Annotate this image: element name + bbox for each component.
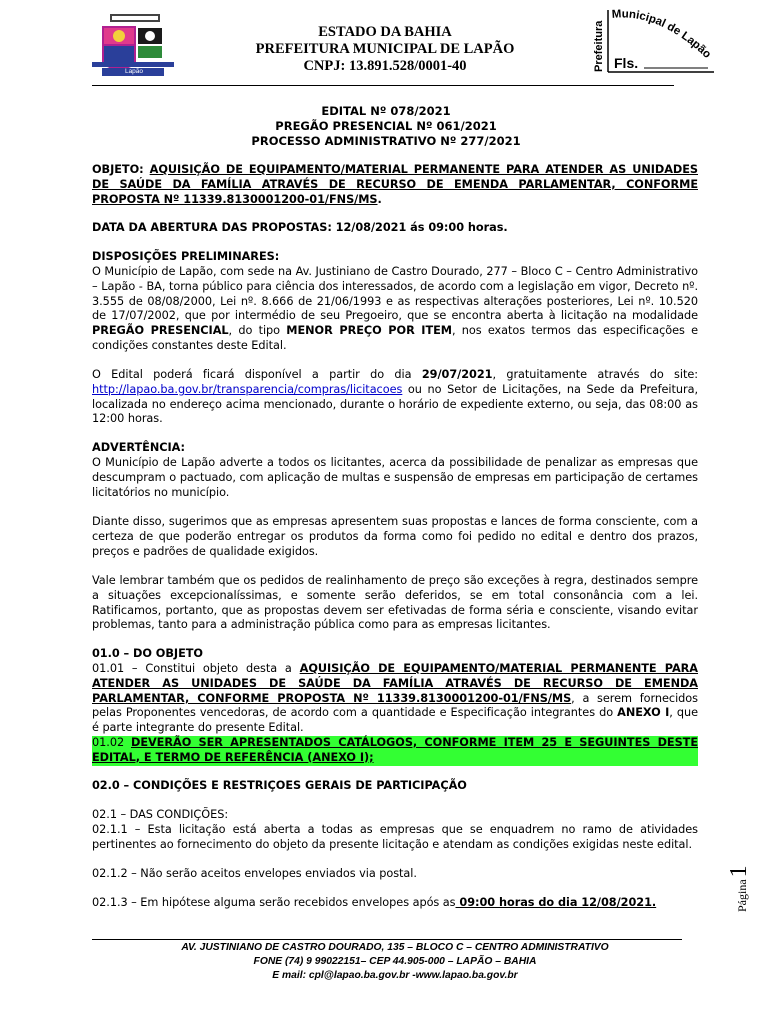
disposicoes-text-e: , nos exatos termos das especificações e condições constantes deste Edital. <box>92 324 698 352</box>
objeto-section-object: AQUISIÇÃO DE EQUIPAMENTO/MATERIAL PERMANENTE PARA ATENDER AS UNIDADES DE SAÚDE DA FAMÍLIA ATRAVÉS DE RECURSO DE EMENDA PARLAMENTAR, CONFORME PROPOSTA Nº 11339.8130001200-01/FNS/MS <box>92 662 699 705</box>
availability-date: 29/07/2021 <box>421 368 493 381</box>
objeto-section-text-e: , que é parte integrante do presente Edital. <box>92 706 698 735</box>
objeto-text: AQUISIÇÃO DE EQUIPAMENTO/MATERIAL PERMANENTE PARA ATENDER AS UNIDADES DE SAÚDE DA FAMÍLIA ATRAVÉS DE RECURSO DE EMENDA PARLAMENTAR, CONFORME PROPOSTA Nº 11339.8130001200-01/FNS/MS <box>92 163 698 206</box>
objeto-end: . <box>377 192 382 206</box>
disposicoes-heading: DISPOSIÇÕES PRELIMINARES: <box>92 250 280 263</box>
header-divider <box>92 85 674 86</box>
footer-phone: FONE (74) 9 99022151– CEP 44.905-000 – LAPÃO – BAHIA <box>253 956 537 967</box>
footer-email: E mail: cpl@lapao.ba.gov.br -www.lapao.ba.gov.br <box>272 970 518 981</box>
advertencia-paragraph-2: Diante disso, sugerimos que as empresas apresentem suas propostas e lances de forma consciente, com a certeza de que poderão entregar os produtos da forma como foi pedido no edital e dentro dos prazos, preços e padrões de qualidade exigidos. <box>92 515 698 558</box>
item-number: 01.02 <box>92 736 125 749</box>
condicoes-subheading: 02.1 – DAS CONDIÇÕES: <box>92 808 229 821</box>
tipo: MENOR PREÇO POR ITEM <box>286 324 452 338</box>
svg-text:Página1 <box>726 865 752 912</box>
advertencia-paragraph-1: O Município de Lapão adverte a todos os licitantes, acerca da possibilidade de penalizar as empresas que descumpram o pactuado, com aplicação de multas e suspensão de empresas em participação de certames licitatórios no município. <box>92 456 698 499</box>
objeto-label: OBJETO: <box>92 163 144 176</box>
objeto-paragraph <box>92 163 698 207</box>
condicoes-heading: 02.0 – CONDIÇÕES E RESTRIÇOES GERAIS DE PARTICIPAÇÃO <box>92 779 467 792</box>
protocol-stamp <box>588 4 718 76</box>
municipal-logo <box>92 14 174 78</box>
page-label: Página <box>735 879 749 912</box>
advertencia-heading: ADVERTÊNCIA: <box>92 441 186 454</box>
anexo-reference: ANEXO I <box>617 706 670 720</box>
disposicoes-paragraph-1 <box>92 265 698 354</box>
header-prefecture: PREFEITURA MUNICIPAL DE LAPÃO <box>255 41 515 57</box>
condicoes-item-1: 02.1.1 – Esta licitação está aberta a todas as empresas que se enquadrem no ramo de atividades pertinentes ao fornecimento do objeto da presente licitação e atendam as condições exigidas neste edital. <box>92 823 698 851</box>
edital-title: EDITAL Nº 078/2021 <box>321 104 451 118</box>
objeto-section-paragraph-1 <box>92 662 698 736</box>
availability-text-c: , gratuitamente através do site: <box>492 368 698 381</box>
data-abertura: DATA DA ABERTURA DAS PROPOSTAS: 12/08/2021 ás 09:00 horas. <box>92 221 508 234</box>
disposicoes-paragraph-2 <box>92 368 698 427</box>
header-cnpj: CNPJ: 13.891.528/0001-40 <box>303 58 467 74</box>
advertencia-paragraph-3: Vale lembrar também que os pedidos de realinhamento de preço são exceções à regra, destinados sempre a situações excepcionalíssimas, e somente serão deferidos, se em total consonância com a lei. Ratificamos, portanto, que as propostas devem ser efetivadas de forma séria e consciente, visando evitar problemas, tanto para a administração pública como para as empresas licitantes. <box>92 574 698 632</box>
condicoes-item-3-text: 02.1.3 – Em hipótese alguma serão recebidos envelopes após as <box>92 896 456 909</box>
stamp-fls: Fls. <box>614 55 639 71</box>
availability-text-d: ou no Setor de Licitações, na Sede da Prefeitura, localizada no endereço acima mencionado, durante o horário de expediente externo, ou seja, das 08:00 as 12:00 horas. <box>92 382 698 426</box>
stamp-prefeitura: Prefeitura <box>593 20 605 72</box>
objeto-section-text-c: , a serem fornecidos pelas Proponentes vencedoras, de acordo com a quantidade e Especificação integrantes do <box>92 691 698 720</box>
logo-text: Lapão <box>124 68 144 75</box>
deadline: 09:00 horas do dia 12/08/2021. <box>455 896 657 909</box>
footer-divider <box>92 939 682 940</box>
processo-title: PROCESSO ADMINISTRATIVO Nº 277/2021 <box>251 134 521 148</box>
objeto-section-paragraph-2 <box>92 736 698 766</box>
transparency-link[interactable]: http://lapao.ba.gov.br/transparencia/compras/licitacoes <box>92 382 403 396</box>
catalog-requirement: DEVERÃO SER APRESENTADOS CATÁLOGOS, CONFORME ITEM 25 E SEGUINTES DESTE EDITAL, E TERMO DE REFERÊNCIA (ANEXO I); <box>92 736 698 764</box>
page-number <box>726 850 756 920</box>
svg-text:Municipal de Lapão <box>611 8 713 61</box>
edital-availability-text: O Edital poderá ficará disponível a partir do dia <box>92 368 412 381</box>
modalidade: PREGÃO PRESENCIAL <box>92 324 229 338</box>
condicoes-item-3 <box>92 896 698 911</box>
pregao-title: PREGÃO PRESENCIAL Nº 061/2021 <box>275 119 497 133</box>
page-value: 1 <box>726 865 752 878</box>
objeto-section-text-a: 01.01 – Constitui objeto desta a <box>92 662 292 675</box>
header-state: ESTADO DA BAHIA <box>318 24 452 40</box>
stamp-municipal: Municipal de Lapão <box>611 8 714 61</box>
condicoes-item-2: 02.1.2 – Não serão aceitos envelopes enviados via postal. <box>92 867 417 880</box>
footer-address: AV. JUSTINIANO DE CASTRO DOURADO, 135 – BLOCO C – CENTRO ADMINISTRATIVO <box>181 942 609 953</box>
disposicoes-text-c: , do tipo <box>228 324 281 338</box>
disposicoes-text-a: O Município de Lapão, com sede na Av. Justiniano de Castro Dourado, 277 – Bloco C – Centro Administrativo – Lapão - BA, torna público para ciência dos interessados, de acordo com a legislação em vigor, Decreto nº. 3.555 de 08/08/2000, Lei nº. 8.666 de 21/06/1993 e as respectivas alterações posteriores, Lei nº. 10.520 de 17/07/2002, que por intermédio de seu Pregoeiro, que se encontra aberta à licitação na modalidade <box>92 265 698 323</box>
objeto-section-heading: 01.0 – DO OBJETO <box>92 647 203 660</box>
